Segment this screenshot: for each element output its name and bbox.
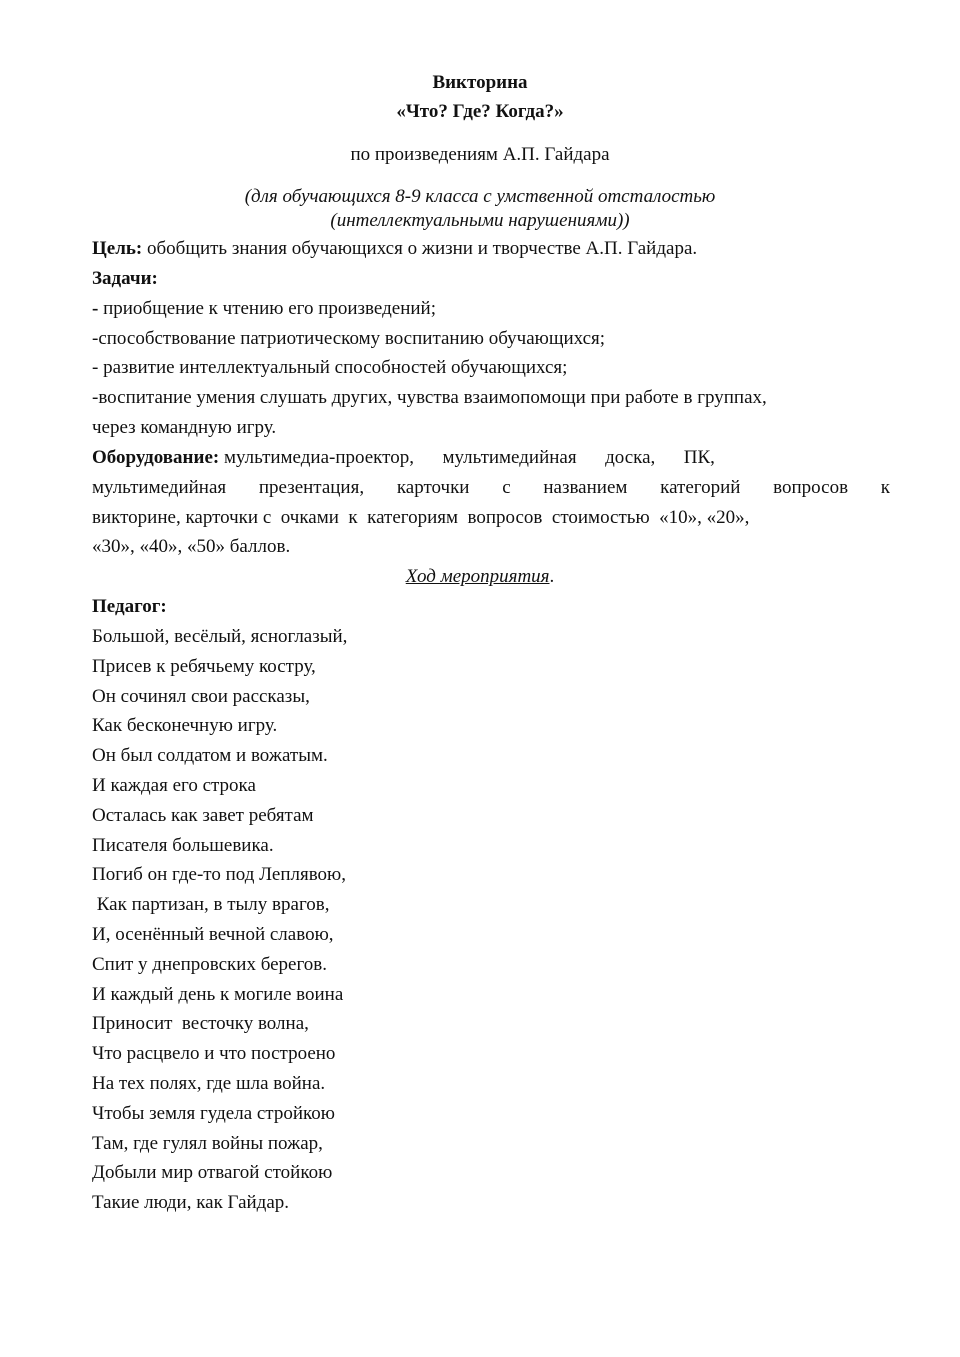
poem-line: Писателя большевика. [92, 835, 274, 856]
equipment-line-1 [92, 447, 890, 469]
equipment-line-2: мультимедийная презентация, карточки с названием категорий вопросов к [92, 477, 890, 498]
task-item-1 [92, 298, 436, 320]
poem-line: Осталась как завет ребятам [92, 805, 314, 826]
task-item-4-line-1: -воспитание умения слушать других, чувства взаимопомощи при работе в группах, [92, 387, 767, 408]
event-heading [0, 566, 960, 588]
task-item-3: - развитие интеллектуальный способностей обучающихся; [92, 357, 568, 378]
audience-line-2: (интеллектуальными нарушениями)) [330, 210, 630, 231]
goal-paragraph [92, 238, 697, 260]
event-heading-dot: . [549, 566, 555, 587]
poem-line: И, осенённый вечной славою, [92, 924, 334, 945]
goal-label: Цель: [92, 238, 143, 259]
equipment-text-1: мультимедиа-проектор, мультимедийная доска, ПК, [219, 447, 715, 468]
audience-line-1: (для обучающихся 8-9 класса с умственной отсталостью [244, 186, 716, 207]
poem-line: Как партизан, в тылу врагов, [92, 894, 330, 915]
poem-line: Большой, весёлый, ясноглазый, [92, 626, 348, 647]
poem-line: Как бесконечную игру. [92, 715, 278, 736]
event-heading-text: Ход мероприятия [405, 566, 550, 587]
equipment-line-4: «30», «40», «50» баллов. [92, 536, 291, 557]
task-item-1-text: приобщение к чтению его произведений; [98, 298, 436, 319]
poem-line: Такие люди, как Гайдар. [92, 1192, 290, 1213]
task-item-1-dash: - [92, 298, 99, 319]
poem-line: Добыли мир отвагой стойкою [92, 1162, 333, 1183]
poem-line: Спит у днепровских берегов. [92, 954, 328, 975]
goal-text: обобщить знания обучающихся о жизни и творчестве А.П. Гайдара. [142, 238, 698, 259]
poem-line: Приносит весточку волна, [92, 1013, 309, 1034]
task-item-4-line-2: через командную игру. [92, 417, 277, 438]
poem-line: И каждый день к могиле воина [92, 984, 344, 1005]
quiz-subtitle: «Что? Где? Когда?» [396, 101, 564, 122]
quiz-topic: по произведениям А.П. Гайдара [350, 144, 610, 165]
quiz-title: Викторина [432, 72, 528, 93]
tasks-label: Задачи: [92, 268, 158, 289]
poem-line: Чтобы земля гудела стройкою [92, 1103, 335, 1124]
poem-line: Присев к ребячьему костру, [92, 656, 316, 677]
poem-line: И каждая его строка [92, 775, 256, 796]
poem-line: Там, где гулял войны пожар, [92, 1133, 323, 1154]
equipment-line-3: викторине, карточки с очками к категориям вопросов стоимостью «10», «20», [92, 507, 750, 528]
equipment-label: Оборудование: [92, 447, 220, 468]
poem-line: Что расцвело и что построено [92, 1043, 336, 1064]
poem-line: Он сочинял свои рассказы, [92, 686, 310, 707]
task-item-2: -способствование патриотическому воспитанию обучающихся; [92, 328, 606, 349]
teacher-label: Педагог: [92, 596, 167, 617]
poem-line: Погиб он где-то под Леплявою, [92, 864, 346, 885]
poem-line: Он был солдатом и вожатым. [92, 745, 328, 766]
poem-line: На тех полях, где шла война. [92, 1073, 326, 1094]
